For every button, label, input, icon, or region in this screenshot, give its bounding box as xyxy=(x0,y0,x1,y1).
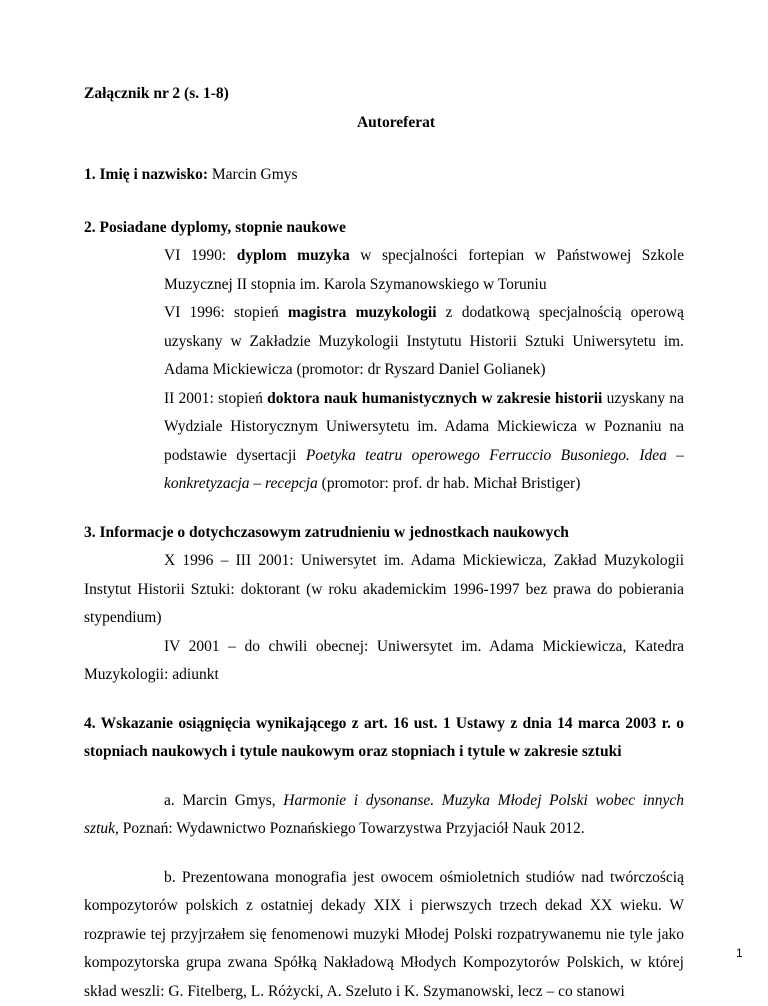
document-body xyxy=(84,80,684,1006)
diploma-item-1: VI 1990: dyplom muzyka w specjalności fortepian w Państwowej Szkole Muzycznej II stopnia im. Karola Szymanowskiego w Toruniu xyxy=(84,242,684,299)
page-number: 1 xyxy=(736,946,743,960)
section-1-label: 1. Imię i nazwisko: xyxy=(84,166,208,183)
employment-item-2: IV 2001 – do chwili obecnej: Uniwersytet im. Adama Mickiewicza, Katedra Muzykologii: adiunkt xyxy=(84,633,684,690)
achievement-item-b: b. Prezentowana monografia jest owocem ośmioletnich studiów nad twórczością kompozytorów polskich z ostatniej dekady XIX i pierwszych trzech dekad XX wieku. W rozprawie tej przyjrzałem się fenomenowi muzyki Młodej Polski rozpatrywanemu nie tyle jako kompozytorska grupa zwana Spółką Nakładową Młodych Kompozytorów Polskich, w której skład weszli: G. Fitelberg, L. Różycki, A. Szeluto i K. Szymanowski, lecz – co stanowi xyxy=(84,864,684,1006)
section-3-heading: 3. Informacje o dotychczasowym zatrudnieniu w jednostkach naukowych xyxy=(84,519,684,548)
document-title: Autoreferat xyxy=(84,109,684,138)
diploma-item-3: II 2001: stopień doktora nauk humanistycznych w zakresie historii uzyskany na Wydziale Historycznym Uniwersytetu im. Adama Mickiewicza w Poznaniu na podstawie dysertacji Poetyka teatru operowego Ferruccio Busoniego. Idea – konkretyzacja – recepcja (promotor: prof. dr hab. Michał Bristiger) xyxy=(84,385,684,499)
achievement-item-a: a. Marcin Gmys, Harmonie i dysonanse. Muzyka Młodej Polski wobec innych sztuk, Poznań: Wydawnictwo Poznańskiego Towarzystwa Przyjaciół Nauk 2012. xyxy=(84,787,684,844)
section-1 xyxy=(84,161,684,190)
diploma-item-2: VI 1996: stopień magistra muzykologii z dodatkową specjalnością operową uzyskany w Zakładzie Muzykologii Instytutu Historii Sztuki Uniwersytetu im. Adama Mickiewicza (promotor: dr Ryszard Daniel Golianek) xyxy=(84,299,684,385)
attachment-label: Załącznik nr 2 (s. 1-8) xyxy=(84,80,684,109)
section-2-heading: 2. Posiadane dyplomy, stopnie naukowe xyxy=(84,214,684,243)
author-name: Marcin Gmys xyxy=(208,166,298,183)
employment-item-1: X 1996 – III 2001: Uniwersytet im. Adama Mickiewicza, Zakład Muzykologii Instytut Historii Sztuki: doktorant (w roku akademickim 1996-1997 bez prawa do pobierania stypendium) xyxy=(84,547,684,633)
section-4-heading: 4. Wskazanie osiągnięcia wynikającego z art. 16 ust. 1 Ustawy z dnia 14 marca 2003 r. o stopniach naukowych i tytule naukowym oraz stopniach i tytule w zakresie sztuki xyxy=(84,710,684,767)
